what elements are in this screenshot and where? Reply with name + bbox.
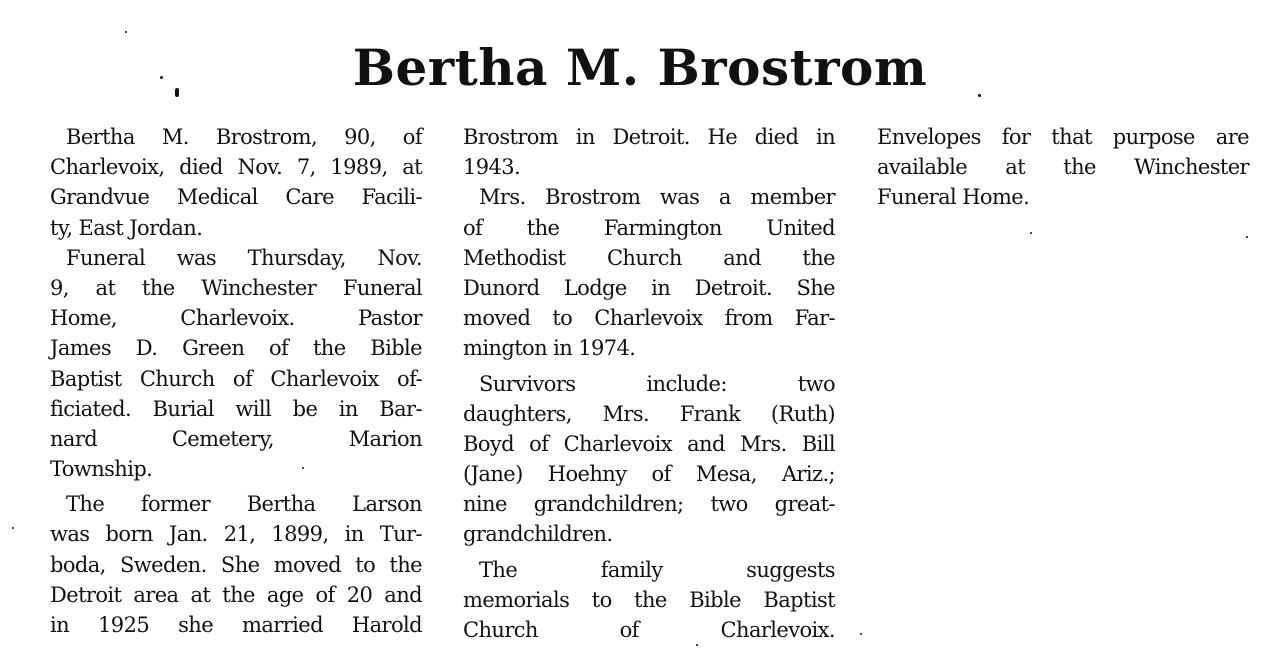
text-line: Envelopes for that purpose are (877, 125, 1249, 149)
scan-speck (696, 644, 698, 646)
text-line: nine grandchildren; two great- (463, 492, 835, 517)
text-line: Funeral was Thursday, Nov. (66, 245, 422, 270)
scan-speck (12, 527, 14, 529)
text-line: Baptist Church of Charlevoix of- (50, 366, 422, 391)
text-line: Township. (50, 457, 153, 482)
text-line: Brostrom in Detroit. He died in (463, 125, 835, 149)
obituary-column-2 (463, 122, 835, 645)
text-line: Bertha M. Brostrom, 90, of (66, 125, 422, 149)
text-line: Church of Charlevoix. (463, 618, 835, 642)
text-line: in 1925 she married Harold (50, 613, 422, 637)
obituary-column-3 (877, 122, 1249, 213)
text-line: Dunord Lodge in Detroit. She (463, 275, 835, 300)
text-line: 1943. (463, 155, 521, 180)
scan-speck (1246, 236, 1248, 238)
text-line: ficiated. Burial will be in Bar- (50, 396, 422, 421)
text-line: (Jane) Hoehny of Mesa, Ariz.; (463, 462, 835, 487)
obituary-headline: Bertha M. Brostrom (352, 38, 928, 97)
scan-speck (160, 76, 163, 79)
scan-speck (175, 88, 179, 97)
text-line: grandchildren. (463, 522, 613, 547)
text-line: Methodist Church and the (463, 245, 835, 270)
text-line: 9, at the Winchester Funeral (50, 275, 422, 300)
scan-speck (302, 467, 304, 469)
obituary-column-1 (50, 122, 422, 640)
text-line: Home, Charlevoix. Pastor (50, 306, 422, 331)
text-line: of the Farmington United (463, 215, 835, 240)
text-line: The former Bertha Larson (66, 492, 422, 517)
text-line: ty, East Jordan. (50, 215, 203, 240)
text-line: Mrs. Brostrom was a member (479, 185, 835, 210)
text-line: available at the Winchester (877, 155, 1249, 180)
scan-speck (860, 633, 862, 635)
text-line: Detroit area at the age of 20 and (50, 582, 422, 607)
text-line: Survivors include: two (479, 371, 835, 396)
text-line: was born Jan. 21, 1899, in Tur- (50, 522, 422, 547)
text-line: Charlevoix, died Nov. 7, 1989, at (50, 155, 422, 180)
text-line: Funeral Home. (877, 185, 1030, 210)
text-line: James D. Green of the Bible (50, 336, 422, 361)
text-line: boda, Sweden. She moved to the (50, 552, 422, 577)
text-line: Boyd of Charlevoix and Mrs. Bill (463, 431, 835, 456)
text-line: nard Cemetery, Marion (50, 426, 422, 451)
scan-speck (125, 31, 127, 33)
text-line: daughters, Mrs. Frank (Ruth) (463, 401, 835, 426)
text-line: Grandvue Medical Care Facili- (50, 185, 422, 210)
text-line: moved to Charlevoix from Far- (463, 306, 835, 331)
text-line: memorials to the Bible Baptist (463, 587, 835, 612)
text-line: mington in 1974. (463, 336, 636, 361)
scan-speck (1030, 232, 1032, 234)
text-line: The family suggests (479, 557, 835, 582)
scan-speck (978, 94, 981, 97)
